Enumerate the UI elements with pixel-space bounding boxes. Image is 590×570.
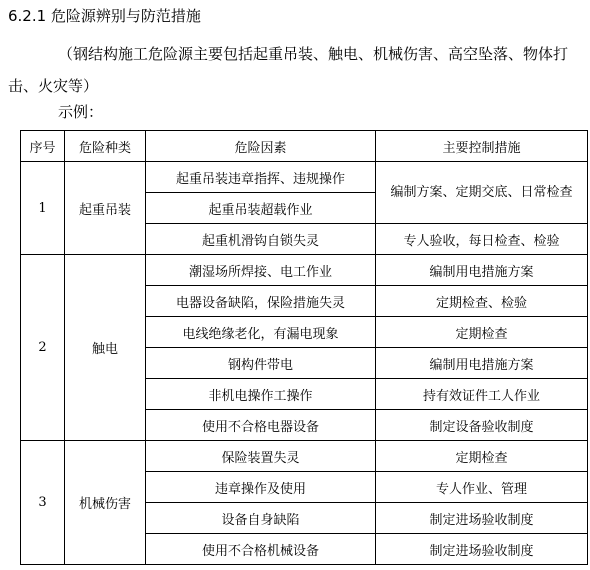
table-row: [21, 162, 588, 193]
group-number: 3: [21, 441, 65, 565]
intro-paragraph: （钢结构施工危险源主要包括起重吊装、触电、机械伤害、高空坠落、物体打击、火灾等）: [8, 45, 569, 95]
hazard-factor: 设备自身缺陷: [146, 503, 376, 534]
hazard-factor: 起重吊装违章指挥、违规操作: [146, 162, 376, 193]
header-type: 危险种类: [65, 131, 146, 162]
hazard-type: 机械伤害: [65, 441, 146, 565]
control-measure: 定期检查: [376, 441, 588, 472]
control-measure: 专人作业、管理: [376, 472, 588, 503]
hazard-factor: 保险装置失灵: [146, 441, 376, 472]
hazard-factor: 起重吊装超载作业: [146, 193, 376, 224]
hazard-factor: 违章操作及使用: [146, 472, 376, 503]
control-measure: 编制用电措施方案: [376, 348, 588, 379]
control-measure: 定期检查: [376, 317, 588, 348]
control-measure: 编制用电措施方案: [376, 255, 588, 286]
table-row: [21, 441, 588, 472]
hazard-factor: 钢构件带电: [146, 348, 376, 379]
hazard-factor: 使用不合格机械设备: [146, 534, 376, 565]
hazard-factor: 电器设备缺陷，保险措施失灵: [146, 286, 376, 317]
hazard-factor: 电线绝缘老化，有漏电现象: [146, 317, 376, 348]
hazard-factor: 起重机滑钩自锁失灵: [146, 224, 376, 255]
hazard-factor: 潮湿场所焊接、电工作业: [146, 255, 376, 286]
hazard-type: 触电: [65, 255, 146, 441]
table-header-row: [21, 131, 588, 162]
table-row: [21, 255, 588, 286]
group-number: 2: [21, 255, 65, 441]
control-measure: 持有效证件工人作业: [376, 379, 588, 410]
control-measure: 制定进场验收制度: [376, 534, 588, 565]
example-label: 示例：: [58, 103, 104, 121]
control-measure: 编制方案、定期交底、日常检查: [376, 162, 588, 224]
control-measure: 专人验收，每日检查、检验: [376, 224, 588, 255]
control-measure: 制定进场验收制度: [376, 503, 588, 534]
control-measure: 制定设备验收制度: [376, 410, 588, 441]
hazard-type: 起重吊装: [65, 162, 146, 255]
hazard-factor: 非机电操作工操作: [146, 379, 376, 410]
group-number: 1: [21, 162, 65, 255]
section-heading: 6.2.1 危险源辨别与防范措施: [8, 7, 201, 25]
header-measure: 主要控制措施: [376, 131, 588, 162]
control-measure: 定期检查、检验: [376, 286, 588, 317]
hazard-factor: 使用不合格电器设备: [146, 410, 376, 441]
header-factor: 危险因素: [146, 131, 376, 162]
header-no: 序号: [21, 131, 65, 162]
hazard-table: [20, 130, 588, 565]
